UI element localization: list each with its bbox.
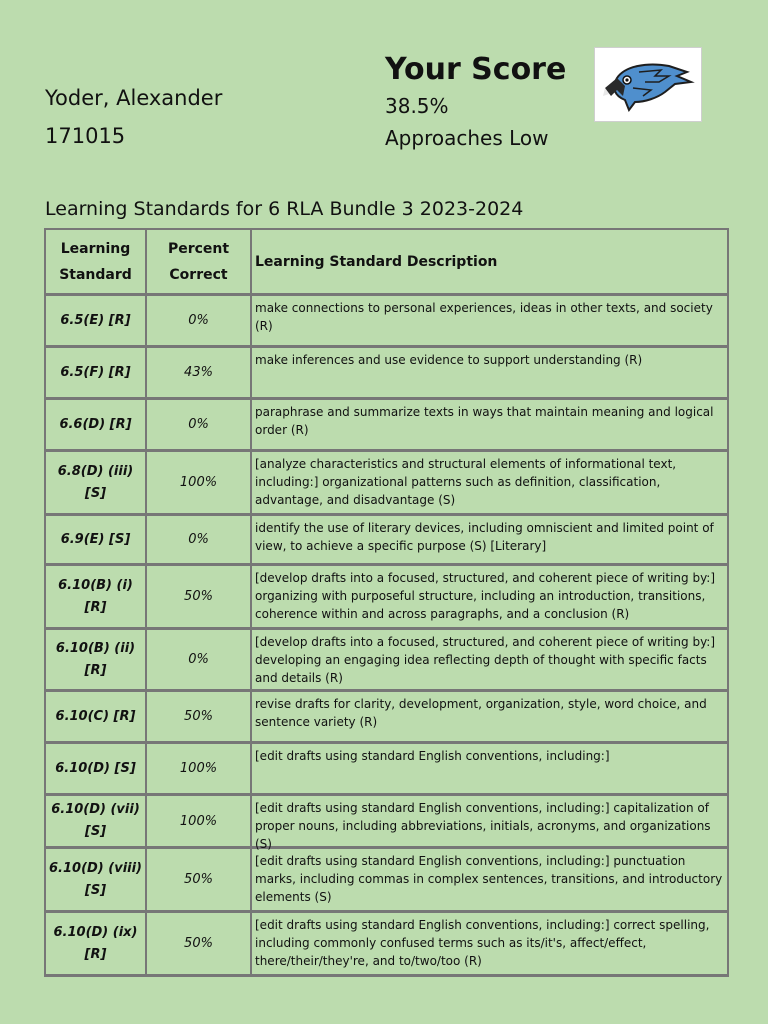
standard-description: [develop drafts into a focused, structured, and coherent piece of writing by:] developing an engaging idea reflecting depth of thought with specific facts and details (R)	[255, 635, 716, 685]
table-row	[46, 452, 727, 516]
standard-code: 6.10(D) (viii) [S]	[46, 849, 147, 910]
standard-code: 6.10(C) [R]	[46, 692, 147, 741]
standard-code: 6.6(D) [R]	[46, 400, 147, 449]
score-level: Approaches Low	[385, 126, 549, 150]
standard-code: 6.10(D) (ix) [R]	[46, 913, 147, 974]
standard-code: 6.5(E) [R]	[46, 296, 147, 345]
standard-description: make inferences and use evidence to support understanding (R)	[255, 353, 643, 367]
table-row	[46, 692, 727, 744]
percent-correct: 50%	[147, 913, 252, 974]
percent-correct: 0%	[147, 400, 252, 449]
header-percent-line2: Correct	[169, 266, 228, 283]
percent-correct: 50%	[147, 849, 252, 910]
student-name: Yoder, Alexander	[45, 86, 223, 110]
percent-correct: 100%	[147, 796, 252, 846]
table-row	[46, 630, 727, 692]
table-title: Learning Standards for 6 RLA Bundle 3 2023-2024	[45, 198, 524, 220]
standard-description: [edit drafts using standard English conventions, including:]	[255, 749, 610, 763]
score-percent: 38.5%	[385, 94, 449, 118]
table-row	[46, 296, 727, 348]
percent-correct: 100%	[147, 452, 252, 513]
header-percent-correct	[147, 230, 252, 293]
standard-description: [edit drafts using standard English conventions, including:] correct spelling, including commonly confused terms such as its/it's, affect/effect, there/their/they're, and to/two/too (R)	[255, 918, 710, 968]
percent-correct: 0%	[147, 296, 252, 345]
table-row	[46, 400, 727, 452]
standard-description: revise drafts for clarity, development, organization, style, word choice, and sentence variety (R)	[255, 697, 707, 729]
standard-code: 6.8(D) (iii) [S]	[46, 452, 147, 513]
student-id: 171015	[45, 124, 126, 148]
standard-code: 6.5(F) [R]	[46, 348, 147, 397]
standard-description: identify the use of literary devices, including omniscient and limited point of view, to achieve a specific purpose (S) [Literary]	[255, 521, 714, 553]
header-percent-line1: Percent	[167, 240, 230, 257]
standard-description: [develop drafts into a focused, structured, and coherent piece of writing by:] organizing with purposeful structure, including an introduction, transitions, coherence within and across paragraphs, and a conclusion (R)	[255, 571, 716, 621]
header-standard-line1: Learning	[60, 240, 131, 257]
table-row	[46, 566, 727, 630]
standard-code: 6.10(B) (i) [R]	[46, 566, 147, 627]
header-standard-line2: Standard	[59, 266, 132, 283]
standard-description: paraphrase and summarize texts in ways that maintain meaning and logical order (R)	[255, 405, 714, 437]
standard-description: [analyze characteristics and structural elements of informational text, including:] organizational patterns such as definition, classification, advantage, and disadvantage (S)	[255, 457, 677, 507]
standard-description: [edit drafts using standard English conventions, including:] capitalization of proper nouns, including abbreviations, initials, acronyms, and organizations (S)	[255, 801, 711, 851]
standard-code: 6.10(D) (vii) [S]	[46, 796, 147, 846]
table-row	[46, 516, 727, 566]
hawk-mascot-icon	[595, 48, 701, 121]
header-description: Learning Standard Description	[255, 254, 498, 270]
percent-correct: 0%	[147, 516, 252, 563]
standard-code: 6.10(B) (ii) [R]	[46, 630, 147, 689]
standard-description: make connections to personal experiences, ideas in other texts, and society (R)	[255, 301, 713, 333]
header-learning-standard	[46, 230, 147, 293]
percent-correct: 50%	[147, 566, 252, 627]
standard-code: 6.9(E) [S]	[46, 516, 147, 563]
percent-correct: 100%	[147, 744, 252, 793]
standard-description: [edit drafts using standard English conventions, including:] punctuation marks, including commas in complex sentences, transitions, and introductory elements (S)	[255, 854, 723, 904]
table-header-row	[46, 230, 727, 296]
table-row	[46, 348, 727, 400]
score-title: Your Score	[385, 52, 567, 87]
table-row	[46, 796, 727, 849]
table-row	[46, 744, 727, 796]
hawk-logo	[594, 47, 702, 122]
table-row	[46, 913, 727, 977]
learning-standards-table	[44, 228, 729, 977]
percent-correct: 0%	[147, 630, 252, 689]
percent-correct: 43%	[147, 348, 252, 397]
standard-code: 6.10(D) [S]	[46, 744, 147, 793]
percent-correct: 50%	[147, 692, 252, 741]
table-row	[46, 849, 727, 913]
